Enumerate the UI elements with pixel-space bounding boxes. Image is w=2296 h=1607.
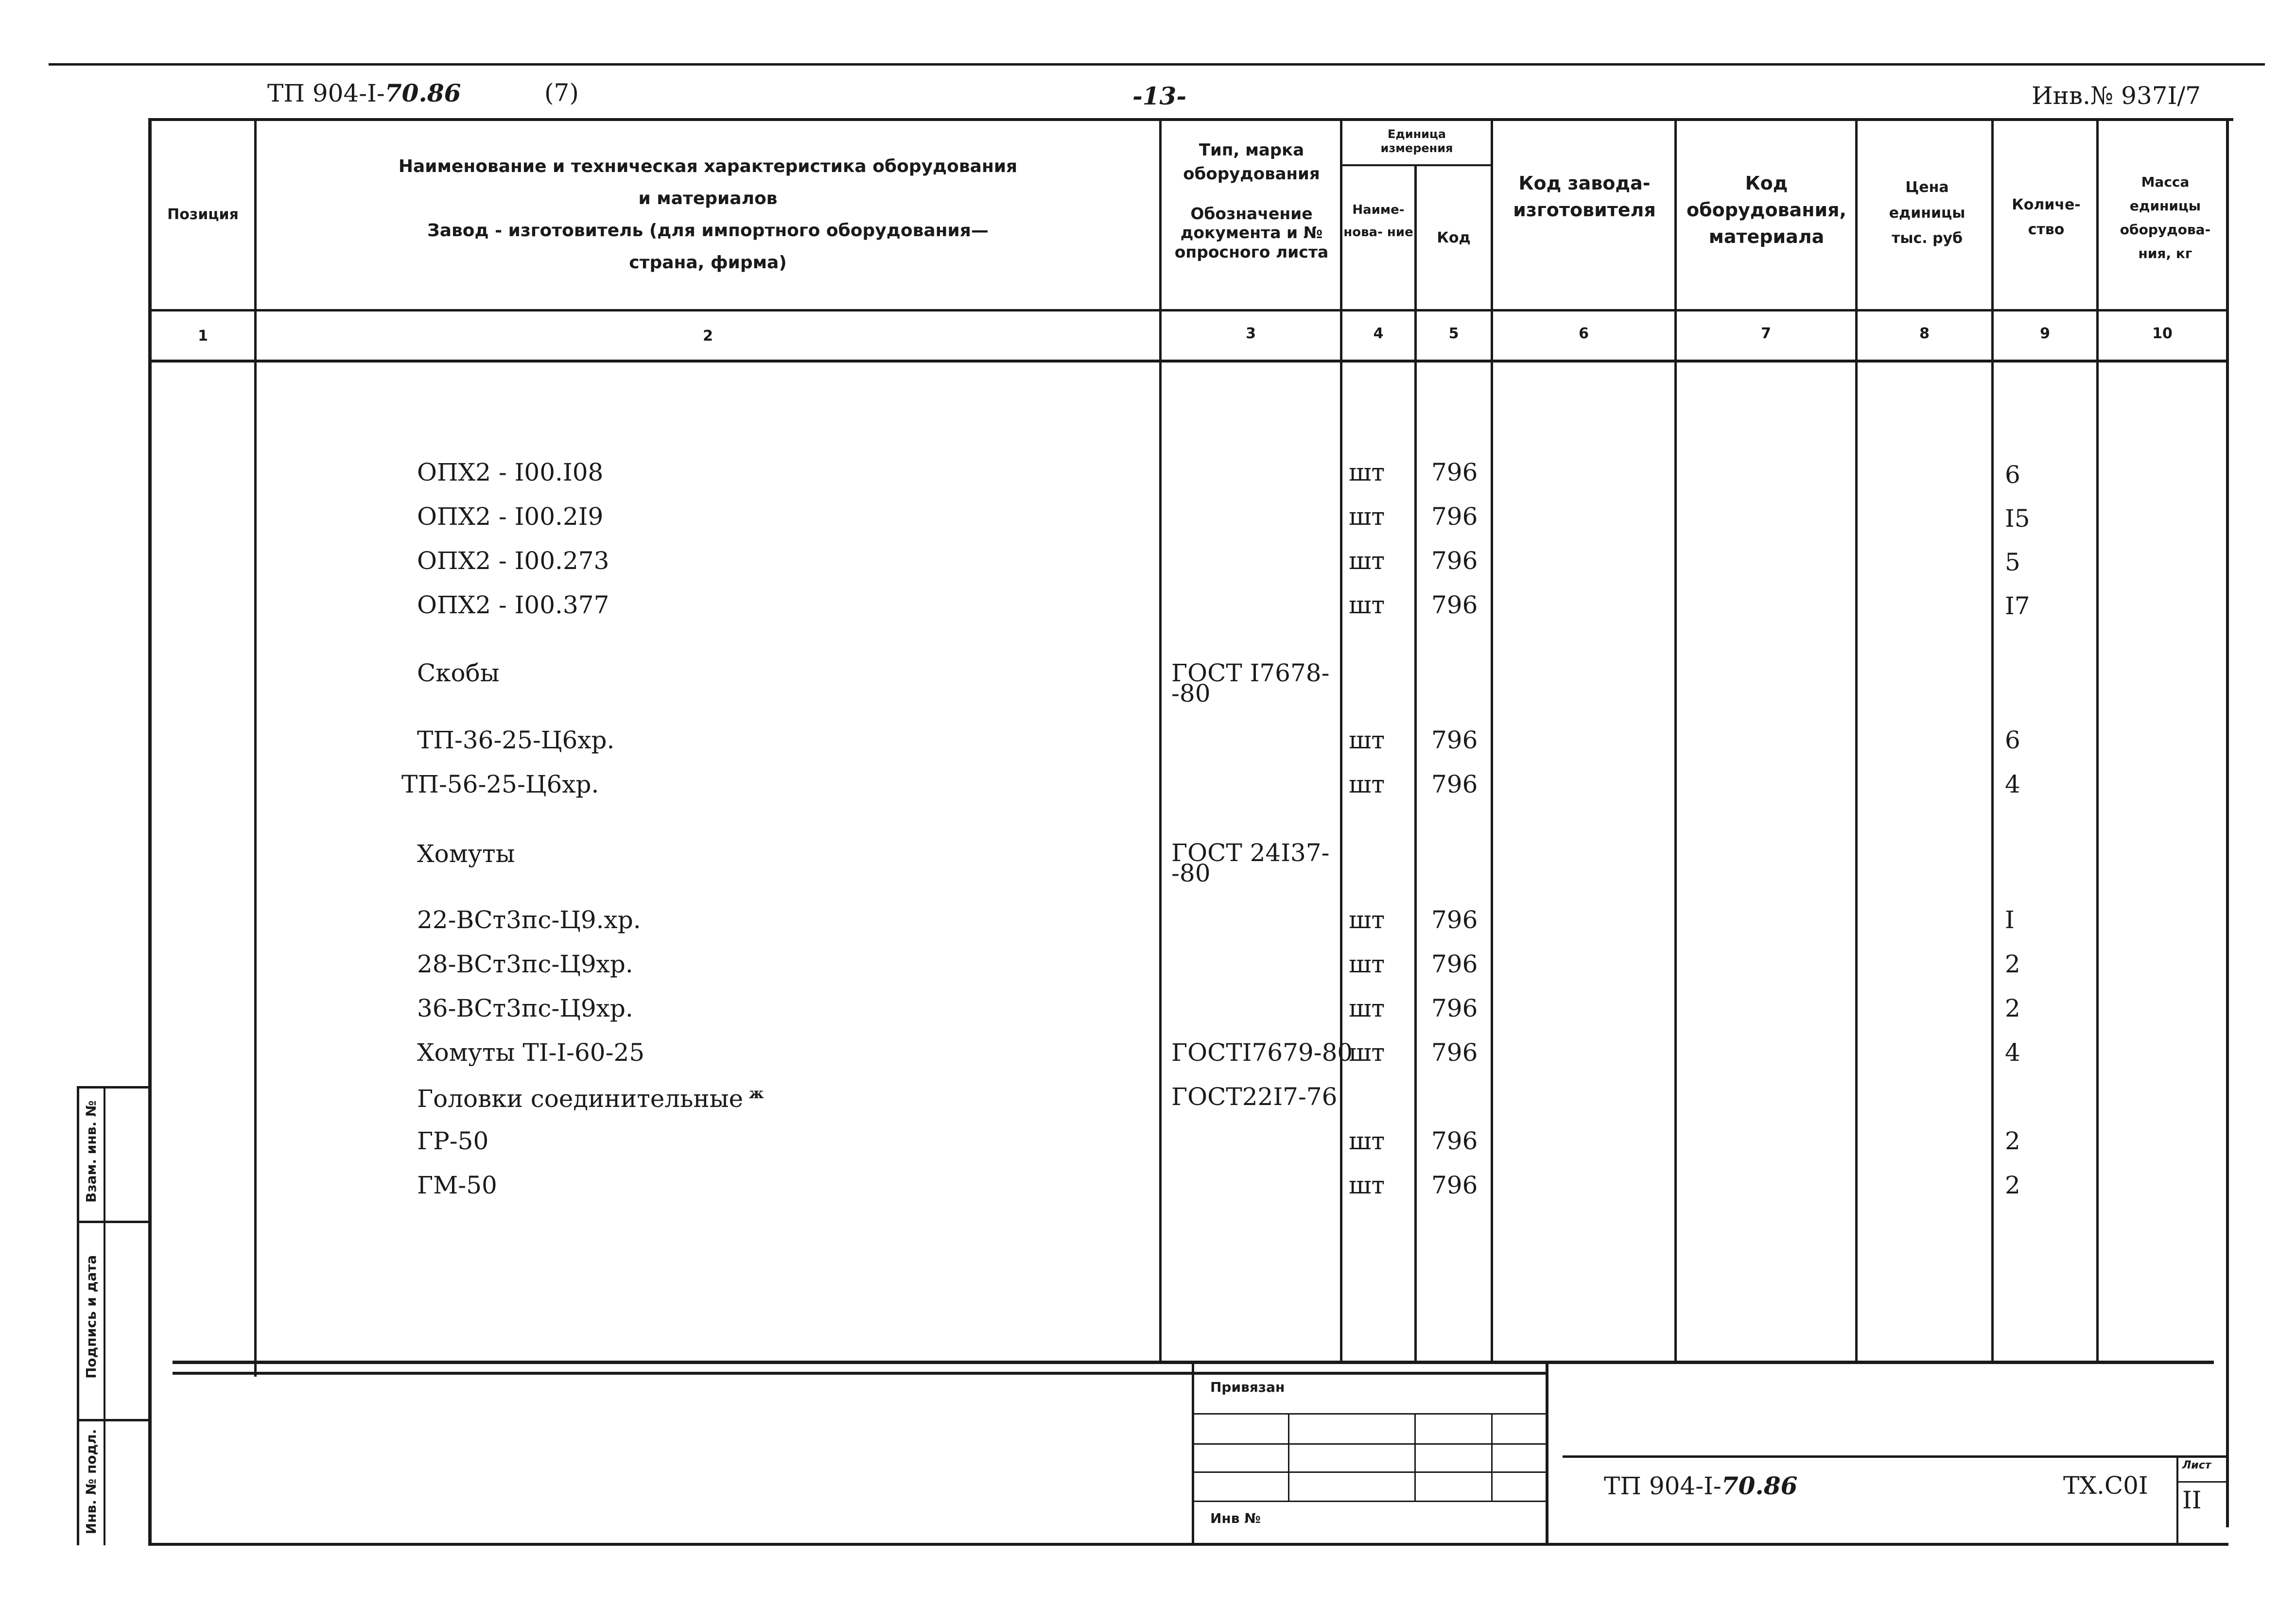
row-code: 796 xyxy=(1431,1171,1478,1199)
row-unit: шт xyxy=(1349,994,1385,1022)
header-name xyxy=(257,151,1159,279)
row-qty: I xyxy=(2005,906,2015,934)
row-name: Скобы xyxy=(417,659,500,687)
row-code: 796 xyxy=(1431,950,1478,978)
stamp-privyazan: Привязан xyxy=(1210,1379,1285,1395)
colnum-8: 8 xyxy=(1919,325,1930,342)
header-type-a: Тип, марка оборудования xyxy=(1183,140,1320,184)
row-doc-cont: -80 xyxy=(1171,679,1211,708)
side-strip-left xyxy=(77,1086,79,1545)
row-doc: ГОСТ 24I37- xyxy=(1171,839,1330,867)
row-unit: шт xyxy=(1349,906,1385,934)
row-doc: ГОСТ22I7-76 xyxy=(1171,1083,1338,1111)
stamp-box-left xyxy=(1192,1361,1194,1545)
row-name: ТП-36-25-Ц6хр. xyxy=(417,726,615,754)
colnum-7: 7 xyxy=(1761,325,1771,342)
row-name: 36-ВСт3пс-Ц9хр. xyxy=(417,994,633,1022)
colnum-5: 5 xyxy=(1448,325,1459,342)
colnum-3: 3 xyxy=(1246,325,1256,342)
row-name: ГМ-50 xyxy=(417,1171,497,1199)
row-code: 796 xyxy=(1431,591,1478,619)
row-name: ТП-56-25-Ц6хр. xyxy=(401,770,599,798)
row-code: 796 xyxy=(1431,906,1478,934)
row-qty: 2 xyxy=(2005,1171,2020,1199)
row-doc-cont: -80 xyxy=(1171,859,1211,887)
row-doc: ГОСТ I7678- xyxy=(1171,659,1330,687)
stamp-doc-rule xyxy=(1563,1455,2228,1458)
row-name: ОПХ2 - I00.377 xyxy=(417,591,609,619)
doc-prefix: ТП 904-I- xyxy=(267,79,385,107)
row-unit: шт xyxy=(1349,1038,1385,1067)
row-name: 28-ВСт3пс-Ц9хр. xyxy=(417,950,633,978)
header-position: Позиция xyxy=(167,206,239,223)
row-unit: шт xyxy=(1349,502,1385,531)
header-type-b: Обозначение документа и № опросного листа xyxy=(1174,204,1329,261)
row-qty: 5 xyxy=(2005,548,2020,576)
col-sep-9 xyxy=(2096,118,2099,1362)
row-code: 796 xyxy=(1431,994,1478,1022)
row-unit: шт xyxy=(1349,1171,1385,1199)
doc-code-top xyxy=(267,79,461,107)
row-qty: I7 xyxy=(2005,592,2030,620)
stamp-box-line4 xyxy=(1194,1501,1546,1502)
stamp-list-label: Лист xyxy=(2182,1459,2211,1471)
header-unit-group: Единица измерения xyxy=(1380,127,1453,155)
row-name: Хомуты xyxy=(417,840,515,868)
row-unit: шт xyxy=(1349,591,1385,619)
col-sep-8 xyxy=(1991,118,1994,1362)
header-quantity: Количе- ство xyxy=(2012,196,2081,238)
side-label-inv-podl: Инв. № подл. xyxy=(83,1429,99,1535)
row-unit: шт xyxy=(1349,726,1385,754)
row-unit: шт xyxy=(1349,950,1385,978)
row-name: Хомуты ТI-I-60-25 xyxy=(417,1038,645,1067)
header-name-line4: страна, фирма) xyxy=(629,253,787,273)
frame-left xyxy=(148,118,152,1545)
side-label-podpis: Подпись и дата xyxy=(83,1255,99,1379)
side-strip-line0 xyxy=(77,1086,150,1089)
frame-right xyxy=(2226,118,2229,1527)
stamp-box-vsep2 xyxy=(1414,1413,1416,1501)
row-name xyxy=(417,1086,764,1112)
row-code: 796 xyxy=(1431,458,1478,486)
stamp-box-right xyxy=(1546,1361,1548,1545)
top-rule xyxy=(49,63,2265,66)
header-name-line3: Завод - изготовитель (для импортного оборудования— xyxy=(427,221,989,241)
row-code: 796 xyxy=(1431,770,1478,798)
stamp-doc-prefix: ТП 904-I- xyxy=(1604,1472,1722,1500)
row-qty: 6 xyxy=(2005,726,2020,754)
header-name-line2: и материалов xyxy=(638,189,778,208)
colnum-6: 6 xyxy=(1579,325,1589,342)
side-strip-line1 xyxy=(77,1221,150,1223)
stamp-inv-no: Инв № xyxy=(1210,1510,1261,1526)
header-mass: Масса единицы оборудова- ния, кг xyxy=(2120,174,2211,261)
header-maker-code: Код завода- изготовителя xyxy=(1513,173,1656,221)
colnum-4: 4 xyxy=(1373,325,1384,342)
row-unit: шт xyxy=(1349,547,1385,575)
col-sep-3 xyxy=(1340,118,1342,1362)
side-label-vzam: Взам. инв. № xyxy=(83,1100,99,1203)
footnote-mark: ж xyxy=(749,1085,764,1103)
colnum-10: 10 xyxy=(2152,325,2173,342)
header-unit-name: Наиме- нова- ние xyxy=(1343,203,1413,240)
side-strip-line2 xyxy=(77,1419,150,1421)
stamp-sheet-code: ТХ.С0I xyxy=(2063,1471,2148,1500)
row-unit: шт xyxy=(1349,458,1385,486)
row-qty: I5 xyxy=(2005,504,2030,533)
row-name: ОПХ2 - I00.273 xyxy=(417,547,609,575)
stamp-box-line1 xyxy=(1194,1413,1546,1415)
row-name: ОПХ2 - I00.I08 xyxy=(417,458,604,486)
row-code: 796 xyxy=(1431,726,1478,754)
row-qty: 2 xyxy=(2005,1127,2020,1155)
stamp-doc-code xyxy=(1604,1471,1797,1500)
stamp-top-rule xyxy=(173,1372,1548,1375)
stamp-list-rule xyxy=(2176,1481,2228,1483)
stamp-box-line3 xyxy=(1194,1471,1546,1473)
row-name-text: Головки соединительные xyxy=(417,1085,744,1113)
row-code: 796 xyxy=(1431,1127,1478,1155)
col-sep-6 xyxy=(1674,118,1677,1362)
col-sep-2 xyxy=(1159,118,1162,1362)
part-number: (7) xyxy=(544,79,579,107)
page-number: -13- xyxy=(1132,82,1187,110)
header-equip-code: Код оборудования, материала xyxy=(1687,173,1846,248)
row-code: 796 xyxy=(1431,1038,1478,1067)
col-sep-4 xyxy=(1414,165,1417,1362)
colnum-rule xyxy=(148,360,2228,363)
col-sep-7 xyxy=(1855,118,1858,1362)
colnum-2: 2 xyxy=(703,328,713,345)
col-sep-5 xyxy=(1491,118,1493,1362)
row-qty: 4 xyxy=(2005,770,2020,798)
header-type xyxy=(1166,138,1337,261)
side-strip-col xyxy=(104,1086,105,1545)
stamp-list-sep xyxy=(2176,1455,2178,1543)
doc-hand: 70.86 xyxy=(384,79,461,107)
row-qty: 4 xyxy=(2005,1038,2020,1067)
colnum-1: 1 xyxy=(198,328,208,345)
row-qty: 6 xyxy=(2005,461,2020,489)
row-unit: шт xyxy=(1349,770,1385,798)
row-name: 22-ВСт3пс-Ц9.хр. xyxy=(417,906,641,934)
row-code: 796 xyxy=(1431,502,1478,531)
stamp-box-vsep1 xyxy=(1288,1413,1289,1501)
stamp-box-vsep3 xyxy=(1491,1413,1493,1501)
row-qty: 2 xyxy=(2005,950,2020,978)
row-name: ГР-50 xyxy=(417,1127,489,1155)
stamp-doc-hand: 70.86 xyxy=(1721,1471,1798,1500)
frame-bottom xyxy=(148,1543,2228,1546)
header-unit-code: Код xyxy=(1437,229,1471,246)
col-sep-1 xyxy=(254,118,257,1377)
inventory-number: Инв.№ 937I/7 xyxy=(2032,82,2201,110)
header-rule xyxy=(148,309,2228,311)
header-name-line1: Наименование и техническая характеристика оборудования xyxy=(398,156,1018,176)
row-unit: шт xyxy=(1349,1127,1385,1155)
row-name: ОПХ2 - I00.2I9 xyxy=(417,502,604,531)
unit-group-rule xyxy=(1340,164,1493,166)
row-qty: 2 xyxy=(2005,994,2020,1022)
frame-top xyxy=(148,118,2233,121)
header-price: Цена единицы тыс. руб xyxy=(1889,179,1966,247)
stamp-box-line2 xyxy=(1194,1443,1546,1445)
row-doc: ГОСТI7679-80 xyxy=(1171,1038,1353,1067)
colnum-9: 9 xyxy=(2040,325,2050,342)
stamp-list-number: II xyxy=(2182,1486,2202,1514)
row-code: 796 xyxy=(1431,547,1478,575)
